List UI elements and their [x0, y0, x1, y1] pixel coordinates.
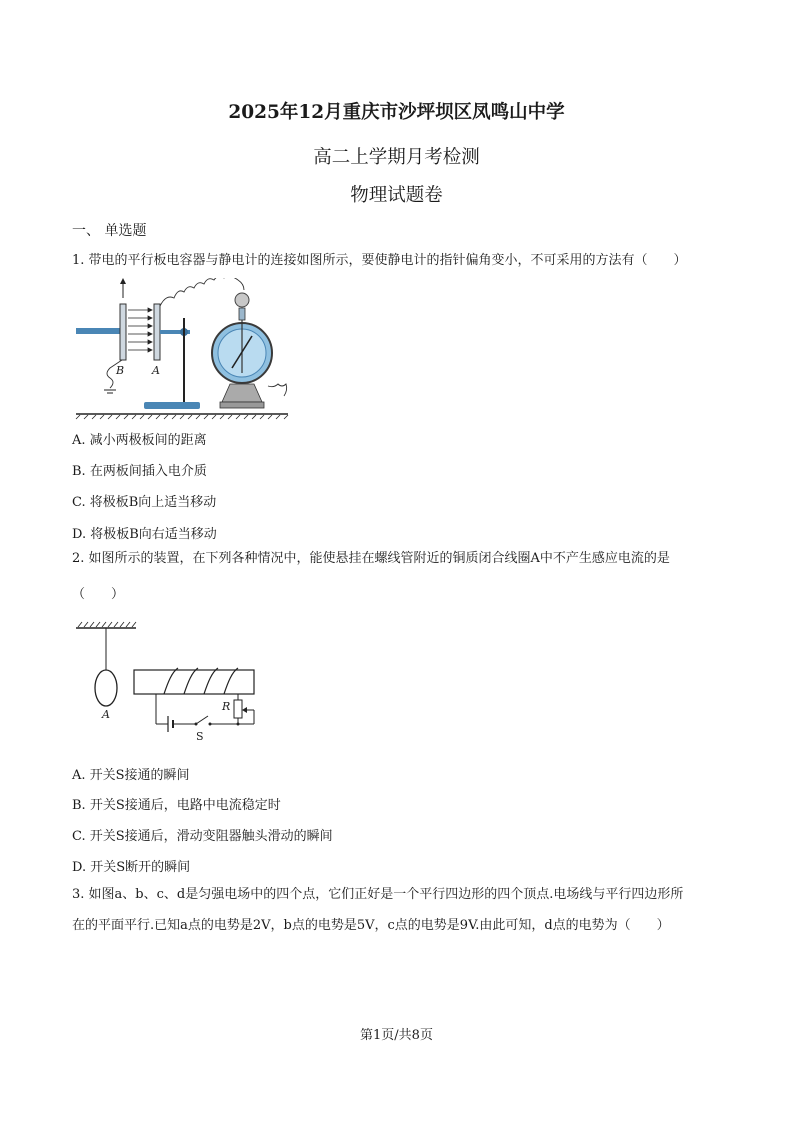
question-2-option-d[interactable]: D. 开关S断开的瞬间: [72, 860, 191, 875]
exam-title-school: 2025年12月重庆市沙坪坝区凤鸣山中学: [228, 102, 565, 123]
plate-b-label: B: [116, 364, 125, 377]
exam-title-subject: 物理试题卷: [350, 185, 443, 206]
section-heading: 一、 单选题: [72, 223, 147, 239]
question-3-stem: 3. 如图a、b、c、d是匀强电场中的四个点，它们正好是一个平行四边形的四个顶点.电场线与平行四边形所: [72, 887, 684, 902]
page-footer: 第1页/共8页: [360, 1028, 433, 1043]
question-2-option-b[interactable]: B. 开关S接通后，电路中电流稳定时: [72, 798, 281, 813]
question-1-figure: [72, 278, 292, 420]
question-2-option-a[interactable]: A. 开关S接通的瞬间: [72, 768, 190, 783]
question-1-option-c[interactable]: C. 将极板B向上适当移动: [72, 495, 217, 510]
question-1-option-b[interactable]: B. 在两板间插入电介质: [72, 464, 207, 479]
ring-a-label: A: [102, 708, 110, 721]
question-2-stem-cont: （ ）: [72, 587, 125, 602]
plate-a-label: A: [152, 364, 160, 377]
question-2-stem: 2. 如图所示的装置，在下列各种情况中，能使悬挂在螺线管附近的铜质闭合线圈A中不产生感应电流的是: [72, 551, 670, 566]
question-1-stem: 1. 带电的平行板电容器与静电计的连接如图所示，要使静电计的指针偏角变小，不可采用的方法有（ ）: [72, 253, 687, 268]
exam-title-grade: 高二上学期月考检测: [313, 147, 480, 168]
question-1-option-a[interactable]: A. 减小两极板间的距离: [72, 433, 207, 448]
question-1-option-d[interactable]: D. 将极板B向右适当移动: [72, 527, 217, 542]
question-2-figure: [72, 618, 262, 742]
question-3-stem-cont: 在的平面平行.已知a点的电势是2V，b点的电势是5V，c点的电势是9V.由此可知，d点的电势为（ ）: [72, 918, 670, 933]
resistor-r-label: R: [222, 700, 231, 713]
switch-s-label: S: [196, 730, 204, 742]
question-2-option-c[interactable]: C. 开关S接通后，滑动变阻器触头滑动的瞬间: [72, 829, 333, 844]
